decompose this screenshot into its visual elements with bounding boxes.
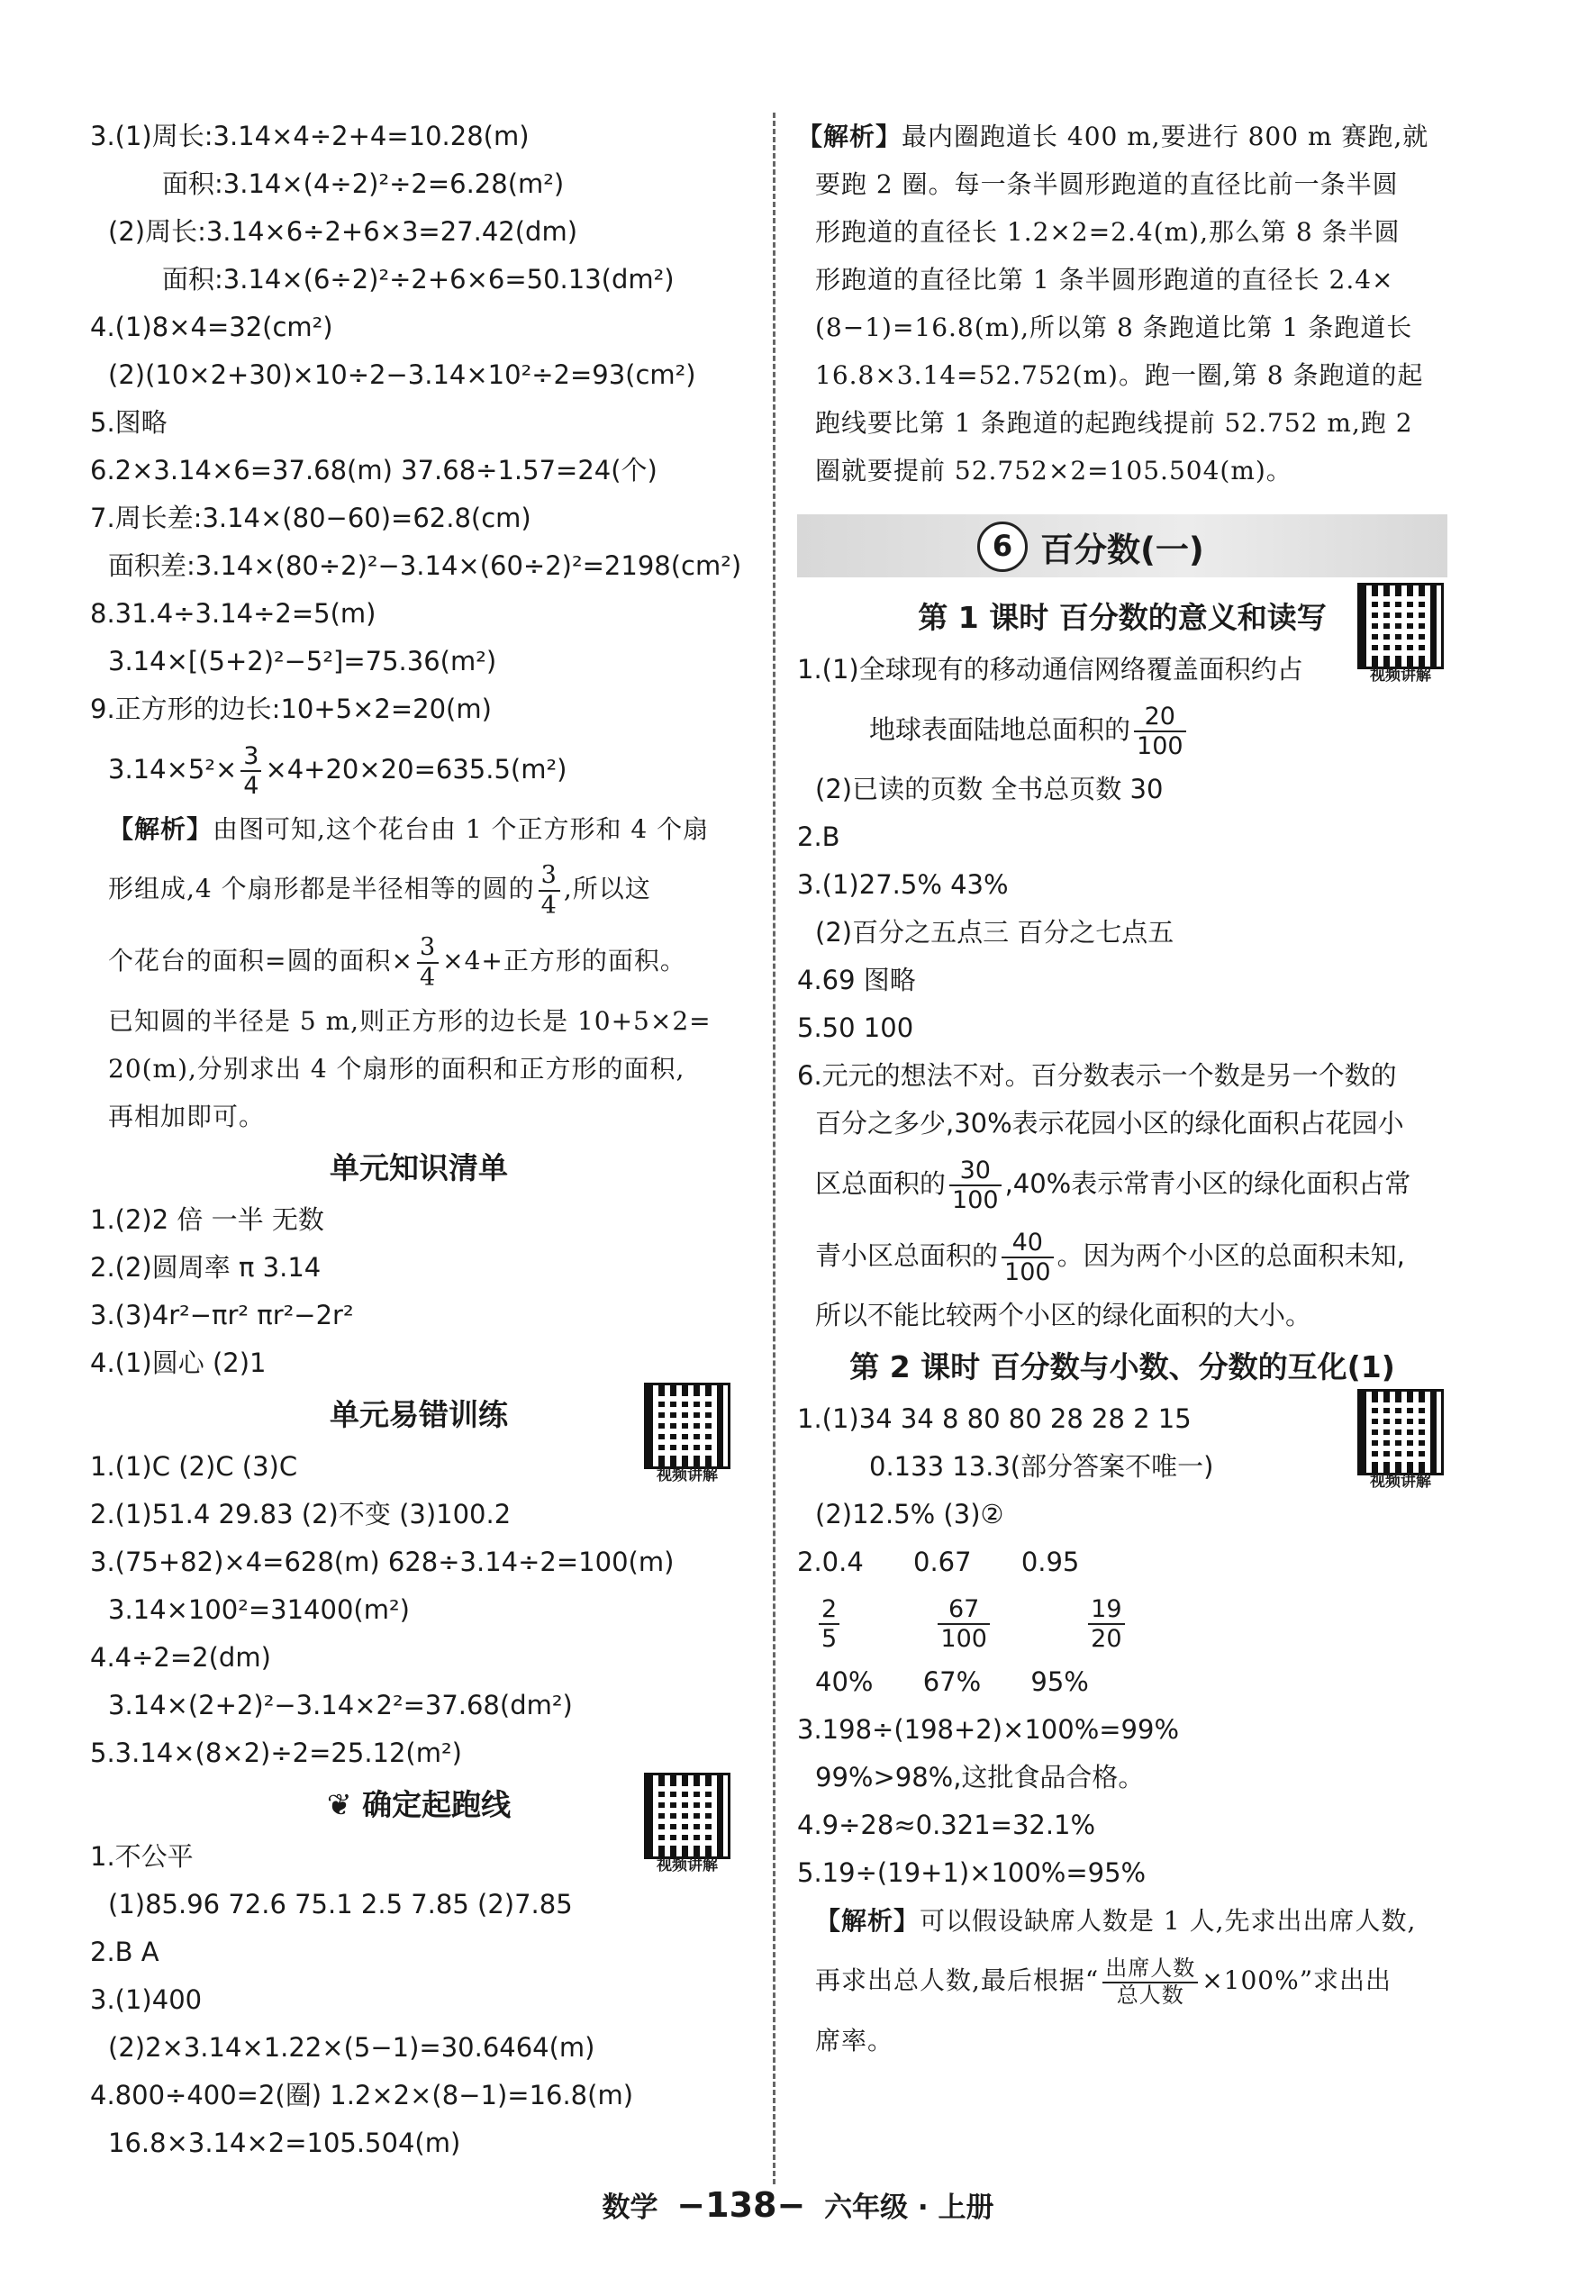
denominator: 4 [540,891,558,920]
lesson-title: 第 2 课时 百分数与小数、分数的互化(1) [849,1349,1395,1384]
answer-line: 3.(1)27.5% 43% [797,869,1009,900]
footer-grade: 六年级 · 上册 [824,2192,994,2224]
fraction [417,933,439,991]
formula-part: ×4+20×20=635.5(m²) [265,754,567,785]
denominator: 20 [1091,1625,1122,1653]
answer-line: 1.(2)2 倍 一半 无数 [90,1204,324,1235]
analysis-tag: 【解析】 [815,1906,920,1936]
answer-line: (2)百分之五点三 百分之七点五 [815,917,1174,948]
fraction [1002,1229,1054,1286]
explanation-text: ,所以这 [563,874,651,903]
fraction [1102,1956,1198,2008]
answer-line: 0.133 13.3(部分答案不唯一) [869,1451,1214,1482]
answer-text: 。因为两个小区的总面积未知, [1056,1240,1405,1271]
explanation-line [797,1897,1447,1945]
denominator: 100 [1004,1258,1051,1286]
explanation-line: (8−1)=16.8(m),所以第 8 条跑道比第 1 条跑道长 [815,313,1413,342]
answer-line: 5.图略 [90,407,168,438]
explanation-text: 最内圈跑道长 400 m,要进行 800 m 赛跑,就 [902,122,1429,151]
explanation-text: ×4+正方形的面积。 [442,946,686,976]
section-title-text: 百分数(一) [1040,531,1204,569]
answer-line: 所以不能比较两个小区的绿化面积的大小。 [815,1300,1312,1330]
left-column [90,113,748,2167]
numerator: 3 [539,861,560,891]
answer-line: 3.14×100²=31400(m²) [108,1594,410,1625]
explanation-line: 跑线要比第 1 条跑道的起跑线提前 52.752 m,跑 2 [815,408,1413,438]
denominator: 100 [1137,732,1183,760]
answer-line [797,1220,1447,1292]
qr-caption: 视频讲解 [1370,1473,1431,1491]
fraction [819,1595,839,1653]
answer-line: 1.(1)全球现有的移动通信网络覆盖面积约占 [797,654,1303,685]
explanation-text: 再求出总人数,最后根据“ [815,1965,1100,1995]
answer-line: 2.(2)圆周率 π 3.14 [90,1252,322,1283]
answer-line: 4.(1)圆心 (2)1 [90,1348,267,1378]
answer-line: 3.(3)4r²−πr² πr²−2r² [90,1300,354,1330]
numerator: 19 [1088,1595,1124,1625]
numerator: 40 [1002,1229,1054,1258]
heading-text: 确定起跑线 [362,1787,512,1822]
answer-line: 99%>98%,这批食品合格。 [815,1762,1145,1792]
explanation-text: ×100%”求出出 [1202,1965,1392,1995]
answer-line: 3.(1)周长:3.14×4÷2+4=10.28(m) [90,121,530,151]
explanation-line [797,113,1447,160]
numerator: 3 [417,933,439,963]
answer-text: 区总面积的 [815,1168,947,1199]
answer-text: 青小区总面积的 [815,1240,999,1271]
section-number: 6 [977,522,1028,572]
explanation-line: 形跑道的直径长 1.2×2=2.4(m),那么第 8 条半圆 [815,217,1401,247]
fraction [949,1157,1002,1214]
sprout-icon: ❦ [326,1787,352,1822]
explanation-line: 席率。 [815,2026,894,2056]
answer-line: 8.31.4÷3.14÷2=5(m) [90,598,376,629]
answer-line [797,1586,1447,1658]
percent-value: 67% [922,1666,982,1697]
answer-line: 4.9÷28≈0.321=32.1% [797,1810,1096,1840]
answer-line: 5.19÷(19+1)×100%=95% [797,1857,1147,1888]
answer-line: (2)2×3.14×1.22×(5−1)=30.6464(m) [108,2032,595,2063]
explanation-text: 个花台的面积=圆的面积× [108,946,413,976]
fraction [938,1595,990,1653]
answer-line: 4.4÷2=2(dm) [90,1642,271,1673]
explanation-line [90,925,748,997]
explanation-line: 形跑道的直径比第 1 条半圆形跑道的直径长 2.4× [815,265,1394,295]
qr-caption: 视频讲解 [1370,667,1431,685]
analysis-tag: 【解析】 [108,814,213,844]
answer-line: 百分之多少,30%表示花园小区的绿化面积占花园小 [815,1108,1404,1139]
explanation-line [797,1945,1447,2017]
answer-line: 面积:3.14×(4÷2)²÷2=6.28(m²) [162,168,565,199]
answer-line: 2.B A [90,1937,159,1967]
answer-line: 1.不公平 [90,1841,194,1872]
answer-line [797,1538,1447,1586]
answer-line: 2.B [797,821,840,852]
denominator: 100 [952,1186,999,1214]
answer-line: 7.周长差:3.14×(80−60)=62.8(cm) [90,503,531,533]
explanation-line: 圈就要提前 52.752×2=105.504(m)。 [815,456,1292,486]
formula-part: 3.14×5²× [108,754,238,785]
explanation-line [90,853,748,925]
qr-caption: 视频讲解 [657,1856,718,1874]
answer-line [797,1148,1447,1220]
answer-line: 面积:3.14×(6÷2)²÷2+6×6=50.13(dm²) [162,264,675,295]
answer-line: 6.元元的想法不对。百分数表示一个数是另一个数的 [797,1060,1397,1091]
decimal-value: 0.67 [913,1547,972,1577]
column-divider [773,113,775,2184]
explanation-text: 由图可知,这个花台由 1 个正方形和 4 个扇 [213,814,710,844]
numerator: 出席人数 [1102,1956,1198,1983]
answer-line: (2)(10×2+30)×10÷2−3.14×10²÷2=93(cm²) [108,359,696,390]
explanation-line [90,805,748,853]
answer-line: 3.14×[(5+2)²−5²]=75.36(m²) [108,646,497,676]
numerator: 3 [240,742,261,772]
explanation-line: 16.8×3.14=52.752(m)。跑一圈,第 8 条跑道的起 [815,360,1424,390]
section-banner [797,514,1447,577]
fraction [240,742,261,800]
heading-text: 单元易错训练 [330,1397,508,1432]
answer-line: 5.3.14×(8×2)÷2=25.12(m²) [90,1738,462,1768]
answer-line: 5.50 100 [797,1012,914,1043]
analysis-tag: 【解析】 [797,122,902,151]
section-heading: 单元知识清单 [330,1150,508,1185]
footer-subject: 数学 [602,2192,658,2224]
denominator: 4 [419,963,437,992]
answer-line: (2)12.5% (3)② [815,1499,1004,1529]
qr-caption: 视频讲解 [657,1466,718,1484]
answer-line: 3.14×(2+2)²−3.14×2²=37.68(dm²) [108,1690,573,1720]
decimal-value: 2.0.4 [797,1547,864,1577]
fraction [1134,703,1186,760]
answer-line: (2)周长:3.14×6÷2+6×3=27.42(dm) [108,216,578,247]
answer-line [797,1658,1447,1706]
answer-text: 地球表面陆地总面积的 [869,714,1131,745]
answer-line: 3.(1)400 [90,1984,203,2015]
answer-line: 1.(1)C (2)C (3)C [90,1451,298,1482]
explanation-line: 已知圆的半径是 5 m,则正方形的边长是 10+5×2= [108,1006,712,1036]
percent-value: 95% [1030,1666,1089,1697]
answer-line: 1.(1)34 34 8 80 80 28 28 2 15 [797,1403,1192,1434]
numerator: 2 [819,1595,839,1625]
fraction [1088,1595,1124,1653]
answer-line: 3.198÷(198+2)×100%=99% [797,1714,1180,1745]
decimal-value: 0.95 [1020,1547,1080,1577]
denominator: 总人数 [1116,1982,1184,2008]
explanation-line: 再相加即可。 [108,1102,266,1131]
answer-line: (2)已读的页数 全书总页数 30 [815,774,1164,804]
answer-line [797,694,1447,766]
answer-line: 面积差:3.14×(80÷2)²−3.14×(60÷2)²=2198(cm²) [108,550,742,581]
answer-line: (1)85.96 72.6 75.1 2.5 7.85 (2)7.85 [108,1889,573,1919]
answer-line [90,733,748,805]
fraction [539,861,560,919]
denominator: 100 [940,1625,987,1653]
answer-line: 3.(75+82)×4=628(m) 628÷3.14÷2=100(m) [90,1547,675,1577]
denominator: 5 [821,1625,838,1653]
page-footer [0,2184,1596,2225]
explanation-line: 要跑 2 圈。每一条半圆形跑道的直径比前一条半圆 [815,169,1399,199]
answer-text: ,40%表示常青小区的绿化面积占常 [1004,1168,1411,1199]
numerator: 67 [938,1595,990,1625]
answer-line: 9.正方形的边长:10+5×2=20(m) [90,694,492,724]
percent-value: 40% [815,1666,874,1697]
page-number: −138− [676,2185,806,2225]
answer-line: 16.8×3.14×2=105.504(m) [108,2128,461,2158]
answer-line: 2.(1)51.4 29.83 (2)不变 (3)100.2 [90,1499,512,1529]
right-column [797,113,1447,2065]
answer-line: 4.800÷400=2(圈) 1.2×2×(8−1)=16.8(m) [90,2080,634,2110]
explanation-text: 形组成,4 个扇形都是半径相等的圆的 [108,874,535,903]
explanation-line: 20(m),分别求出 4 个扇形的面积和正方形的面积, [108,1054,685,1084]
answer-line: 4.69 图略 [797,965,916,995]
explanation-text: 可以假设缺席人数是 1 人,先求出出席人数, [920,1906,1417,1936]
denominator: 4 [243,772,259,800]
answer-line: 6.2×3.14×6=37.68(m) 37.68÷1.57=24(个) [90,455,657,486]
answer-line: 4.(1)8×4=32(cm²) [90,312,333,342]
lesson-title: 第 1 课时 百分数的意义和读写 [918,600,1327,635]
numerator: 30 [949,1157,1002,1186]
section-title [977,522,1204,572]
numerator: 20 [1134,703,1186,732]
